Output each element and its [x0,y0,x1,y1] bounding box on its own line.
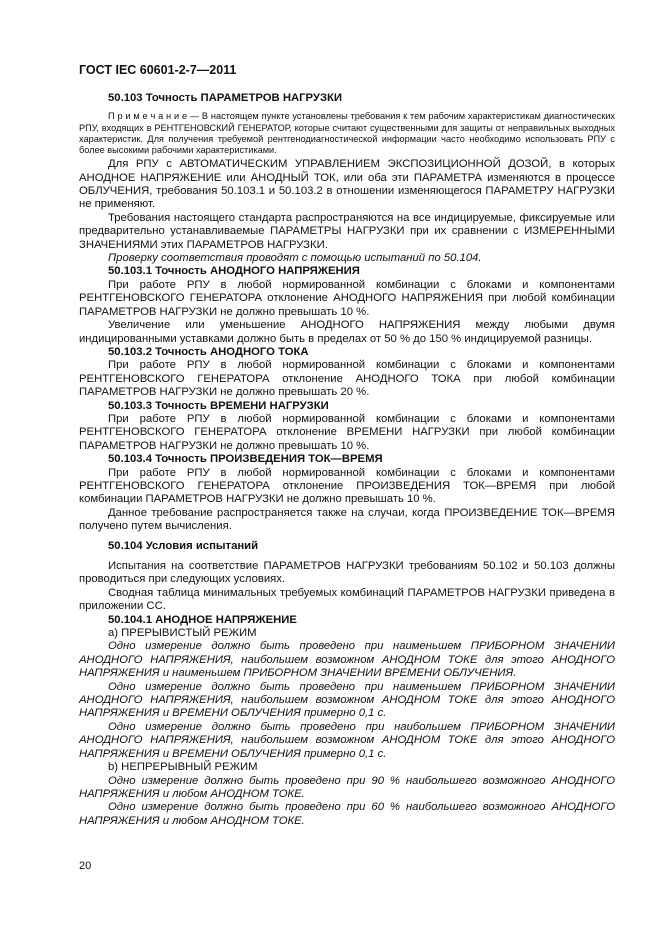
list-item-a-label: а) ПРЕРЫВИСТЫЙ РЕЖИМ [108,627,257,640]
page-number: 20 [79,860,92,872]
paragraph: Одно измерение должно быть проведено при 60 % наибольшего возможного АНОДНОГО НАПРЯЖЕНИЯ и любом АНОДНОМ ТОКЕ. [79,801,615,827]
section-50-103-4-title: 50.103.4 Точность ПРОИЗВЕДЕНИЯ ТОК—ВРЕМЯ [108,453,383,466]
paragraph: Требования настоящего стандарта распространяются на все индицируемые, фиксируемые или предварительно устанавливаемые ПАРАМЕТРЫ НАГРУЗКИ при их сравнении с ИЗМЕРЕННЫМИ ЗНАЧЕНИЯМИ этих ПАРАМЕТРОВ НАГРУЗКИ. [79,211,615,251]
paragraph: Для РПУ с АВТОМАТИЧЕСКИМ УПРАВЛЕНИЕМ ЭКСПОЗИЦИОННОЙ ДОЗОЙ, в которых АНОДНОЕ НАПРЯЖЕНИЕ или АНОДНЫЙ ТОК, или оба эти ПАРАМЕТРА изменяются в процессе ОБЛУЧЕНИЯ, требования 50.103.1 и 50.103.2 в отношении изменяющегося ПАРАМЕТРУ НАГРУЗКИ не применяют. [79,158,615,211]
section-50-103-3-title: 50.103.3 Точность ВРЕМЕНИ НАГРУЗКИ [108,399,329,412]
paragraph: При работе РПУ в любой нормированной комбинации с блоками и компонентами РЕНТГЕНОВСКОГО ГЕНЕРАТОРА отклонение АНОДНОГО НАПРЯЖЕНИЯ при любой комбинации ПАРАМЕТРОВ НАГРУЗКИ не должно превышать 10 %. [79,278,615,318]
paragraph: Данное требование распространяется также на случаи, когда ПРОИЗВЕДЕНИЕ ТОК—ВРЕМЯ получено путем вычисления. [79,506,615,533]
section-50-104-title: 50.104 Условия испытаний [108,539,259,552]
list-item-b-label: b) НЕПРЕРЫВНЫЙ РЕЖИМ [108,761,258,774]
section-50-103-2-title: 50.103.2 Точность АНОДНОГО ТОКА [108,345,309,358]
paragraph: При работе РПУ в любой нормированной комбинации с блоками и компонентами РЕНТГЕНОВСКОГО ГЕНЕРАТОРА отклонение ПРОИЗВЕДЕНИЯ ТОК—ВРЕМЯ при любой комбинации ПАРАМЕТРОВ НАГРУЗКИ не должно превышать 10 %. [79,466,615,506]
paragraph: При работе РПУ в любой нормированной комбинации с блоками и компонентами РЕНТГЕНОВСКОГО ГЕНЕРАТОРА отклонение АНОДНОГО ТОКА при любой комбинации ПАРАМЕТРОВ НАГРУЗКИ не должно превышать 20 %. [79,359,615,399]
paragraph: При работе РПУ в любой нормированной комбинации с блоками и компонентами РЕНТГЕНОВСКОГО ГЕНЕРАТОРА отклонение ВРЕМЕНИ НАГРУЗКИ при любой комбинации ПАРАМЕТРОВ НАГРУЗКИ не должно превышать 10 %. [79,412,615,452]
note [79,111,615,156]
paragraph: Одно измерение должно быть проведено при наибольшем ПРИБОРНОМ ЗНАЧЕНИИ АНОДНОГО НАПРЯЖЕНИЯ, наибольшем возможном АНОДНОМ ТОКЕ для этого АНОДНОГО НАПРЯЖЕНИЯ и ВРЕМЕНИ ОБЛУЧЕНИЯ примерно 0,1 с. [79,720,615,760]
paragraph: Одно измерение должно быть проведено при наименьшем ПРИБОРНОМ ЗНАЧЕНИИ АНОДНОГО НАПРЯЖЕНИЯ, наибольшем возможном АНОДНОМ ТОКЕ для этого АНОДНОГО НАПРЯЖЕНИЯ и ВРЕМЕНИ ОБЛУЧЕНИЯ примерно 0,1 с. [79,680,615,720]
note-text: — В настоящем пункте установлены требования к тем рабочим характеристикам диагностических РПУ, входящих в РЕНТГЕНОВСКИЙ ГЕНЕРАТОР, которые считают существенными для защиты от неправильных выходных характеристик. Для получения требуемой рентгенодиагностической информации часто необходимо использовать РПУ с более высокими рабочими характеристиками. [79,111,615,156]
section-50-103-1-title: 50.103.1 Точность АНОДНОГО НАПРЯЖЕНИЯ [108,265,360,278]
paragraph: Испытания на соответствие ПАРАМЕТРОВ НАГРУЗКИ требованиям 50.102 и 50.103 должны проводиться при следующих условиях. [79,560,615,586]
page-content [79,92,615,828]
paragraph: Сводная таблица минимальных требуемых комбинаций ПАРАМЕТРОВ НАГРУЗКИ приведена в приложении СС. [79,586,615,613]
paragraph: Одно измерение должно быть проведено при наименьшем ПРИБОРНОМ ЗНАЧЕНИИ АНОДНОГО НАПРЯЖЕНИЯ, наибольшем возможном АНОДНОМ ТОКЕ для этого АНОДНОГО НАПРЯЖЕНИЯ и наименьшем ПРИБОРНОМ ЗНАЧЕНИИ ВРЕМЕНИ ОБЛУЧЕНИЯ. [79,640,615,680]
note-label: П р и м е ч а н и е [108,111,188,122]
paragraph: Одно измерение должно быть проведено при 90 % наибольшего возможного АНОДНОГО НАПРЯЖЕНИЯ и любом АНОДНОМ ТОКЕ. [79,774,615,800]
section-50-104-1-title: 50.104.1 АНОДНОЕ НАПРЯЖЕНИЕ [108,613,297,626]
section-50-103-title: 50.103 Точность ПАРАМЕТРОВ НАГРУЗКИ [108,92,343,104]
compliance-check: Проверку соответствия проводят с помощью испытаний по 50.104. [108,252,482,265]
document-header: ГОСТ IEC 60601-2-7—2011 [79,63,237,77]
paragraph: Увеличение или уменьшение АНОДНОГО НАПРЯЖЕНИЯ между любыми двумя индицированными уставками должно быть в пределах от 50 % до 150 % индицируемой разницы. [79,319,615,345]
